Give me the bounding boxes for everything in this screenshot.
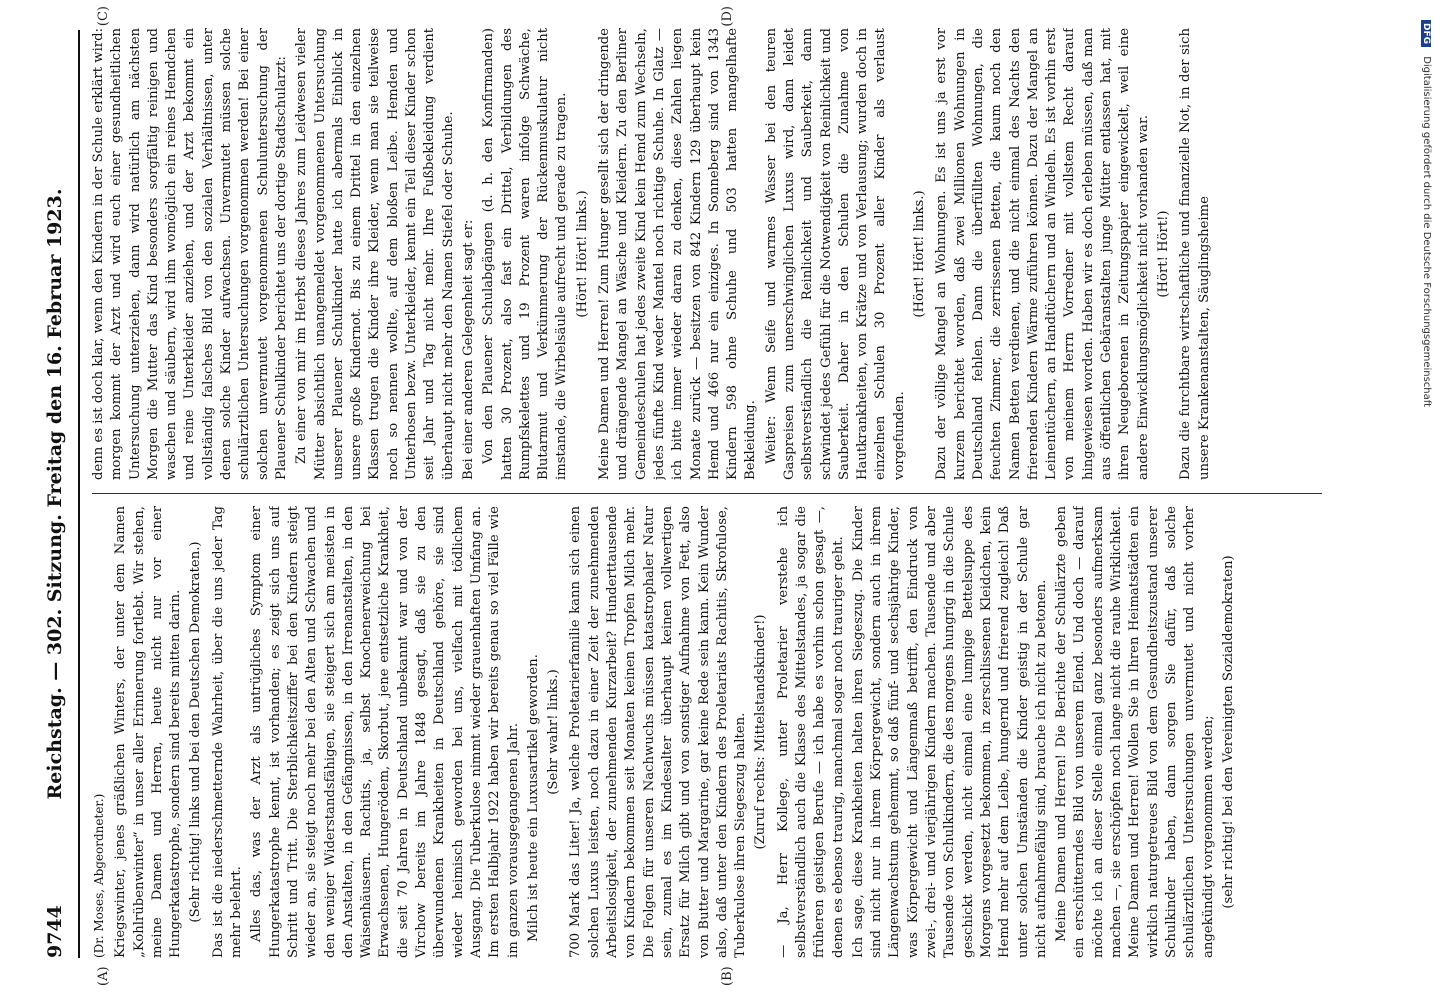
interjection: (Hört! Hört! links.) — [912, 190, 928, 318]
interjection: (sehr richtig! bei den Vereinigten Sozialdemokraten) — [1220, 555, 1236, 909]
paragraph: Meine Damen und Herren! Zum Hunger gesellt sich der dringende und drängende Mangel an Wäsche und Kleidern. Zu den Berliner Gemeindeschulen hat jedes zweite Kind kein Hemd zum Wechseln, jedes fünfte Kind weder Mantel noch richtige Schuhe. In Glatz — ich bitte immer wieder daran zu denken, diese Zahlen liegen Monate zurück — besitzen von 842 Kindern 129 überhaupt kein Hemd und 466 nur ein einziges. In Sonneberg sind von 1343 Kindern 598 ohne Schuhe und 503 hatten mangelhafte Bekleidung. — [597, 28, 759, 480]
page-header — [38, 30, 80, 958]
paragraph: Ich sage, diese Krankheiten halten ihren Siegeszug. Die Kinder sind nicht nur in ihrem Körpergewicht, sondern auch in ihrem Längenwachstum gehemmt, so daß fünf- und sechsjährige Kinder, was Körpergewicht und Längenmaß betrifft, den Eindruck von zwei-, drei- und vierjährigen Kindern machen. Tausende und aber Tausende von Schulkindern, die des morgens hungrig in die Schule geschickt werden, nicht einmal eine lumpige Bettelsuppe des Morgens vorgesetzt bekommen, in zerschlissenen Kleidchen, kein Hemd mehr auf dem Leibe, hungernd und frierend zugleich! Daß unter solchen Umständen die Kinder geistig in der Schule gar nicht aufnahmefähig sind, brauche ich nicht zu betonen. — [850, 506, 1049, 958]
interjection: (Sehr richtig! links und bei den Deutschen Demokraten.) — [188, 541, 204, 923]
margin-marker-d: (D) — [720, 6, 735, 27]
column-divider — [92, 493, 1322, 494]
paragraph: denn es ist doch klar, wenn den Kindern in der Schule erklärt wird: morgen kommt der Arzt und wird euch einer gesundheitlichen Untersuchung unterziehen, dann wird natürlich am nächsten Morgen die Mutter das Kind besonders sorgfältig reinigen und waschen und säubern, wird ihm womöglich ein reines Hemdchen und reine Unterkleider anziehen, und der Arzt bekommt ein vollständig falsches Bild von den sozialen Verhältnissen, unter denen solche Kinder aufwachsen. Unvermutet müssen solche schulärztlichen Untersuchungen vorgenommen werden! Bei einer solchen unvermutet vorgenommenen Schuluntersuchung der Plauener Schulkinder berichtet uns der dortige Stadtschularzt: — [91, 28, 289, 480]
paragraph: Bei einer anderen Gelegenheit sagt er: — [460, 219, 476, 480]
interjection: (Hört! Hört!) — [1155, 210, 1171, 298]
paragraph: Dazu der völlige Mangel an Wohnungen. Es ist uns ja erst vor kurzem berichtet worden, daß zwei Millionen Wohnungen in Deutschland fehlen. Dann die überfüllten Wohnungen, die feuchten Zimmer, die zerrissenen Betten, die kaum noch den Namen Betten verdienen, und die nicht einmal des Nachts den frierenden Kindern Wärme zuführen können. Dazu der Mangel an Leinentüchern, an Handtüchern und an Windeln. Es ist vorhin erst von meinem Herrn Vorredner mit vollstem Recht darauf hingewiesen worden. Haben wir es doch erleben müssen, daß man aus öffentlichen Gebäranstalten junge Mütter entlassen hat, mit ihren Neugeborenen in Zeitungspapier eingewickelt, weil eine andere Einwicklungsmöglichkeit nicht vorhanden war. — [934, 28, 1151, 480]
interjection: (Hört! Hört! links.) — [574, 190, 590, 318]
paragraph: Das ist die niederschmetternde Wahrheit, über die uns jeder Tag mehr belehrt. — [210, 506, 245, 958]
paragraph: Alles das, was der Arzt als untrügliches Symptom einer Hungerkatastrophe kennt, ist vorhanden; es zeigt sich uns auf Schritt und Tritt. Die Sterblichkeitsziffer bei den Kindern steigt wieder an, sie steigt noch mehr bei den Alten und Schwachen und den weniger Widerstandsfähigen, sie steigert sich am meisten in den Anstalten, in den Gefängnissen, in den Irrenanstalten, in den Waisenhäusern. Rachitis, ja, selbst Knochenerweichung bei Erwachsenen, Hungerödem, Skorbut, jene entsetzliche Krankheit, die seit 70 Jahren in Deutschland unbekannt war und von der Virchow bereits im Jahre 1848 gesagt, daß sie zu den überwundenen Krankheiten in Deutschland gehöre, sie sind wieder heimisch geworden bei uns, vielfach mit tödlichem Ausgang. Die Tuberkulose nimmt wieder grauenhaften Umfang an. Im ersten Halbjahr 1922 haben wir bereits genau so viel Fälle wie im ganzen vorausgegangenen Jahr. — [249, 506, 521, 958]
dfg-logo: DFG — [1421, 20, 1431, 47]
paragraph: Kriegswinter, jenes gräßlichen Winters, der unter dem Namen „Kohlrübenwinter“ in unser aller Erinnerung fortlebt. Wir stehen, meine Damen und Herren, heute nicht nur vor einer Hungerkatastrophe, sondern sind bereits mitten darin. — [113, 506, 184, 958]
credit-text: Digitalisierung gefördert durch die Deutsche Forschungsgemeinschaft — [1421, 56, 1432, 408]
interjection: (Zuruf rechts: Mittelstandskinder!) — [753, 614, 769, 850]
speaker-label: (Dr. Moses, Abgeordneter.) — [92, 793, 106, 958]
right-column — [90, 28, 1320, 480]
paragraph: Weiter: Wenn Seife und warmes Wasser bei den teuren Gaspreisen zum unerschwinglichen Luxus wird, dann leidet selbstverständlich die Reinlichkeit und Sauberkeit, dann schwindet jedes Gefühl für die Notwendigkeit von Reinlichkeit und Sauberkeit. Daher in den Schulen die Zunahme von Hautkrankheiten, von Krätze und von Verlausung; wurden doch in einzelnen Schulen 30 Prozent aller Kinder als verlaust vorgefunden. — [763, 28, 907, 480]
margin-marker-c: (C) — [96, 6, 111, 27]
left-column — [90, 506, 1320, 958]
quotation: Zu einer von mir im Herbst dieses Jahres zum Leidwesen vieler Mütter absichtlich unangemeldet vorgenommenen Untersuchung unserer Plauener Schulkinder hatte ich abermals Einblick in unsere große Kindernot. Bis zu einem Drittel in den einzelnen Klassen trugen die Kinder ihre Kleider, wenn man sie teilweise noch so nennen wollte, auf dem bloßen Leibe. Hemden und Unterhosen bezw. Unterkleider, kennt ein Teil dieser Kinder schon seit Jahr und Tag nicht mehr. Ihre Fußbekleidung verdient überhaupt nicht mehr den Namen Stiefel oder Schuhe. — [294, 28, 456, 480]
interjection: (Sehr wahr! links.) — [546, 669, 562, 795]
running-title: Reichstag. — 302. Sitzung. Freitag den 16. Februar 1923. — [44, 188, 66, 800]
paragraph: Meine Damen und Herren! Die Berichte der Schulärzte geben ein erschütterndes Bild von unserem Elend. Und doch — darauf möchte ich an dieser Stelle einmal ganz besonders aufmerksam machen —, sie erschöpfen noch lange nicht die rauhe Wirklichkeit. Meine Damen und Herren! Wollen Sie in Ihren Heimatstädten ein wirklich naturgetreues Bild von dem Gesundheitszustand unserer Schulkinder haben, dann sorgen Sie dafür, daß solche schulärztlichen Untersuchungen unvermutet und nicht vorher angekündigt vorgenommen werden; — [1054, 506, 1216, 958]
digitization-sidebar — [1414, 0, 1434, 1000]
margin-marker-a: (A) — [96, 966, 111, 986]
paragraph: Dazu die furchtbare wirtschaftliche und finanzielle Not, in der sich unsere Krankenanstalten, Säuglingsheime — [1178, 28, 1212, 480]
page-number: 9744 — [44, 905, 66, 958]
quotation: Von den Plauener Schulabgängen (d. h. den Konfirmanden) hatten 30 Prozent, also fast ein Drittel, Verbildungen des Rumpfskelettes und 19 Prozent waren infolge Schwäche, Blutarmut und Verkümmerung der Rückenmuskulatur nicht imstande, die Wirbelsäule aufrecht und gerade zu tragen. — [481, 28, 570, 480]
paragraph: Milch ist heute ein Luxusartikel geworden. — [525, 654, 541, 942]
paragraph: — Ja, Herr Kollege, unter Proletarier verstehe ich selbstverständlich auch die Klasse des Mittelstandes, ja sogar die früheren geistigen Berufe — ich habe es vorhin schon gesagt —, denen es ebenso traurig, manchmal sogar noch trauriger geht. — [775, 506, 846, 958]
digitization-credit — [1416, 20, 1432, 980]
paragraph: 700 Mark das Liter! Ja, welche Proletarierfamilie kann sich einen solchen Luxus leisten, noch dazu in einer Zeit der zunehmenden Arbeitslosigkeit, der zunehmenden Kurzarbeit? Hunderttausende von Kindern bekommen seit Monaten keinen Tropfen Milch mehr. Die Folgen für unseren Nachwuchs müssen katastrophaler Natur sein, zumal es im Kindesalter überhaupt keinen vollwertigen Ersatz für Milch gibt und von sonstiger Aufnahme von Fett, also von Butter und Margarine, gar keine Rede sein kann. Kein Wunder also, daß unter den Kindern des Proletariats Rachitis, Skrofulose, Tuberkulose ihren Siegeszug halten. — [568, 506, 749, 958]
margin-marker-b: (B) — [720, 966, 735, 986]
